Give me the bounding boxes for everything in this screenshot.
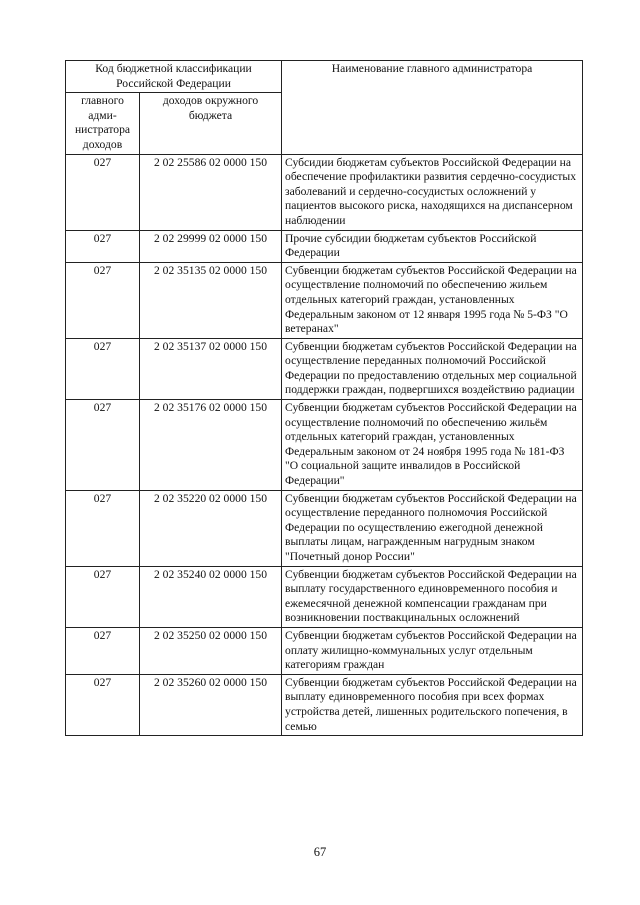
income-code-cell: 2 02 25586 02 0000 150 [140,154,282,230]
header-district-budget-income: доходов окружного бюджета [140,93,282,154]
header-classification-code: Код бюджетной классификации Российской Федерации [66,61,282,93]
page-number: 67 [313,845,327,859]
admin-code-cell: 027 [66,674,140,735]
header-administrator-name: Наименование главного администратора [282,61,583,155]
administrator-name-cell: Субвенции бюджетам субъектов Российской Федерации на осуществление полномочий по обеспечению жильем отдельных категорий граждан, установленных Федеральным законом от 12 января 1995 года № 5-ФЗ "О ветеранах" [282,262,583,338]
admin-code-cell: 027 [66,627,140,674]
administrator-name-cell: Субсидии бюджетам субъектов Российской Федерации на обеспечение профилактики развития сердечно-сосудистых заболеваний и сердечно-сосудистых осложнений у пациентов высокого риска, находящихся на диспансерном наблюдении [282,154,583,230]
income-code-cell: 2 02 35250 02 0000 150 [140,627,282,674]
income-code-cell: 2 02 35240 02 0000 150 [140,566,282,627]
admin-code-cell: 027 [66,490,140,566]
income-code-cell: 2 02 35220 02 0000 150 [140,490,282,566]
table-row [66,674,583,735]
administrator-name-cell: Субвенции бюджетам субъектов Российской Федерации на оплату жилищно-коммунальных услуг отдельным категориям граждан [282,627,583,674]
income-code-cell: 2 02 35137 02 0000 150 [140,338,282,399]
table-body [66,154,583,736]
admin-code-cell: 027 [66,262,140,338]
administrator-name-cell: Субвенции бюджетам субъектов Российской Федерации на выплату государственного единовременного пособия и ежемесячной денежной компенсации гражданам при возникновении поствакцинальных осложнений [282,566,583,627]
admin-code-cell: 027 [66,566,140,627]
table-header [66,61,583,155]
table-row [66,490,583,566]
budget-classification-table [65,60,583,736]
administrator-name-cell: Субвенции бюджетам субъектов Российской Федерации на осуществление переданных полномочий Российской Федерации по предоставлению отдельных мер социальной поддержки граждан, подвергшихся воздействию радиации [282,338,583,399]
table-row [66,627,583,674]
admin-code-cell: 027 [66,154,140,230]
admin-code-cell: 027 [66,338,140,399]
header-chief-administrator: главного адми-нистратора доходов [66,93,140,154]
administrator-name-cell: Прочие субсидии бюджетам субъектов Российской Федерации [282,230,583,262]
income-code-cell: 2 02 35135 02 0000 150 [140,262,282,338]
table-row [66,262,583,338]
administrator-name-cell: Субвенции бюджетам субъектов Российской Федерации на выплату единовременного пособия при всех формах устройства детей, лишенных родительского попечения, в семью [282,674,583,735]
administrator-name-cell: Субвенции бюджетам субъектов Российской Федерации на осуществление полномочий по обеспечению жильём отдельных категорий граждан, установленных Федеральным законом от 24 ноября 1995 года № 181-ФЗ "О социальной защите инвалидов в Российской Федерации" [282,400,583,491]
income-code-cell: 2 02 35176 02 0000 150 [140,400,282,491]
admin-code-cell: 027 [66,230,140,262]
admin-code-cell: 027 [66,400,140,491]
income-code-cell: 2 02 35260 02 0000 150 [140,674,282,735]
table-row [66,400,583,491]
table-row [66,566,583,627]
table-row [66,230,583,262]
income-code-cell: 2 02 29999 02 0000 150 [140,230,282,262]
administrator-name-cell: Субвенции бюджетам субъектов Российской Федерации на осуществление переданного полномочия Российской Федерации по осуществлению ежегодной денежной выплаты лицам, награжденным нагрудным знаком "Почетный донор России" [282,490,583,566]
table-row [66,154,583,230]
table-row [66,338,583,399]
